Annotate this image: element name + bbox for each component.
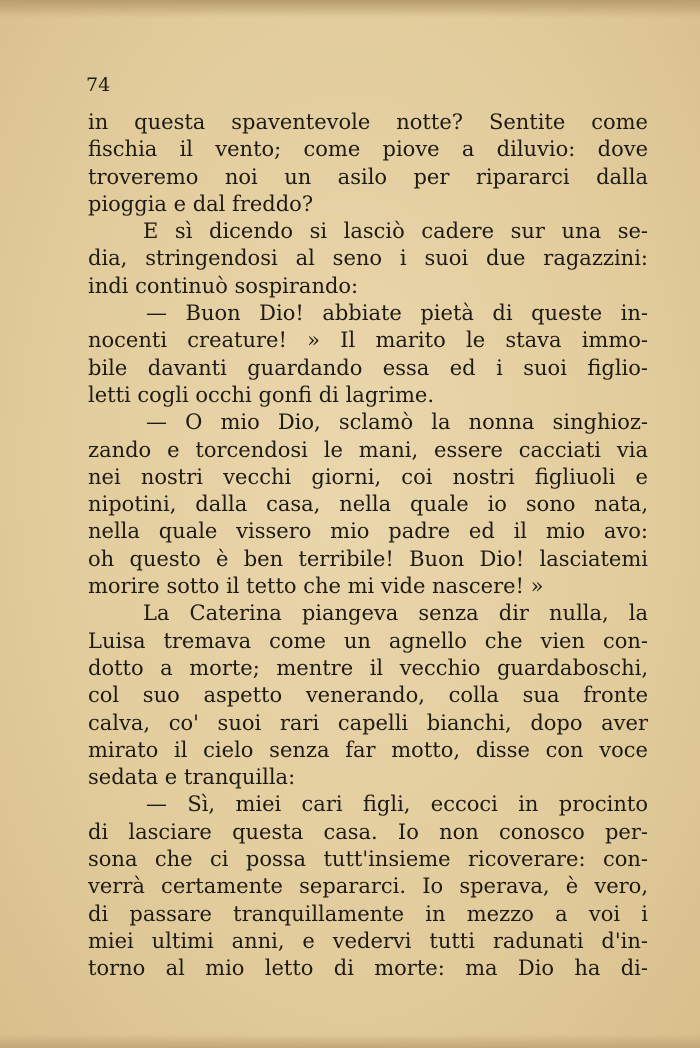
text-line: troveremo noi un asilo per ripararci dalla xyxy=(88,164,648,189)
text-line: oh questo è ben terribile! Buon Dio! lasciatemi xyxy=(88,546,648,571)
text-line: col suo aspetto venerando, colla sua fronte xyxy=(88,683,648,708)
text-line: dotto a morte; mentre il vecchio guardaboschi, xyxy=(88,655,648,680)
text-line: Luisa tremava come un agnello che vien con- xyxy=(88,628,648,653)
text-line: miei ultimi anni, e vedervi tutti radunati d'in- xyxy=(88,928,648,953)
text-line: sona che ci possa tutt'insieme ricoverare: con- xyxy=(88,847,648,872)
text-line: verrà certamente separarci. Io sperava, è vero, xyxy=(88,874,648,899)
text-line: fischia il vento; come piove a diluvio: dove xyxy=(88,137,648,162)
page-bottom-edge xyxy=(0,1034,700,1048)
text-line: pioggia e dal freddo? xyxy=(88,191,314,216)
text-line: di lasciare questa casa. Io non conosco per- xyxy=(88,819,648,844)
text-line: torno al mio letto di morte: ma Dio ha di- xyxy=(88,956,648,981)
text-line: nella quale vissero mio padre ed il mio avo: xyxy=(88,519,648,544)
text-line: letti cogli occhi gonfi di lagrime. xyxy=(88,382,435,407)
page-top-edge xyxy=(0,0,700,18)
text-line: bile davanti guardando essa ed i suoi figlio- xyxy=(88,355,648,380)
text-line: di passare tranquillamente in mezzo a voi i xyxy=(88,901,648,926)
text-line: mirato il cielo senza far motto, disse con voce xyxy=(88,737,648,762)
text-line: — Buon Dio! abbiate pietà di queste in- xyxy=(146,301,648,326)
text-line: nocenti creature! » Il marito le stava immo- xyxy=(88,328,648,353)
text-line: E sì dicendo si lasciò cadere sur una se- xyxy=(143,219,648,244)
text-line: zando e torcendosi le mani, essere cacciati via xyxy=(88,437,648,462)
text-line: morire sotto il tetto che mi vide nascere! » xyxy=(88,574,544,599)
text-line: — O mio Dio, sclamò la nonna singhioz- xyxy=(146,410,648,435)
body-text xyxy=(88,109,648,983)
text-line: nei nostri vecchi giorni, coi nostri figliuoli e xyxy=(88,464,648,489)
text-line: calva, co' suoi rari capelli bianchi, dopo aver xyxy=(88,710,648,735)
text-line: nipotini, dalla casa, nella quale io sono nata, xyxy=(88,492,648,517)
text-line: in questa spaventevole notte? Sentite come xyxy=(88,110,648,134)
text-line: dia, stringendosi al seno i suoi due ragazzini: xyxy=(88,246,648,271)
text-line: La Caterina piangeva senza dir nulla, la xyxy=(143,601,648,626)
text-line: sedata e tranquilla: xyxy=(88,765,296,790)
text-line: — Sì, miei cari figli, eccoci in procinto xyxy=(146,792,648,817)
page-number: 74 xyxy=(86,74,111,96)
text-line: indi continuò sospirando: xyxy=(88,273,359,298)
